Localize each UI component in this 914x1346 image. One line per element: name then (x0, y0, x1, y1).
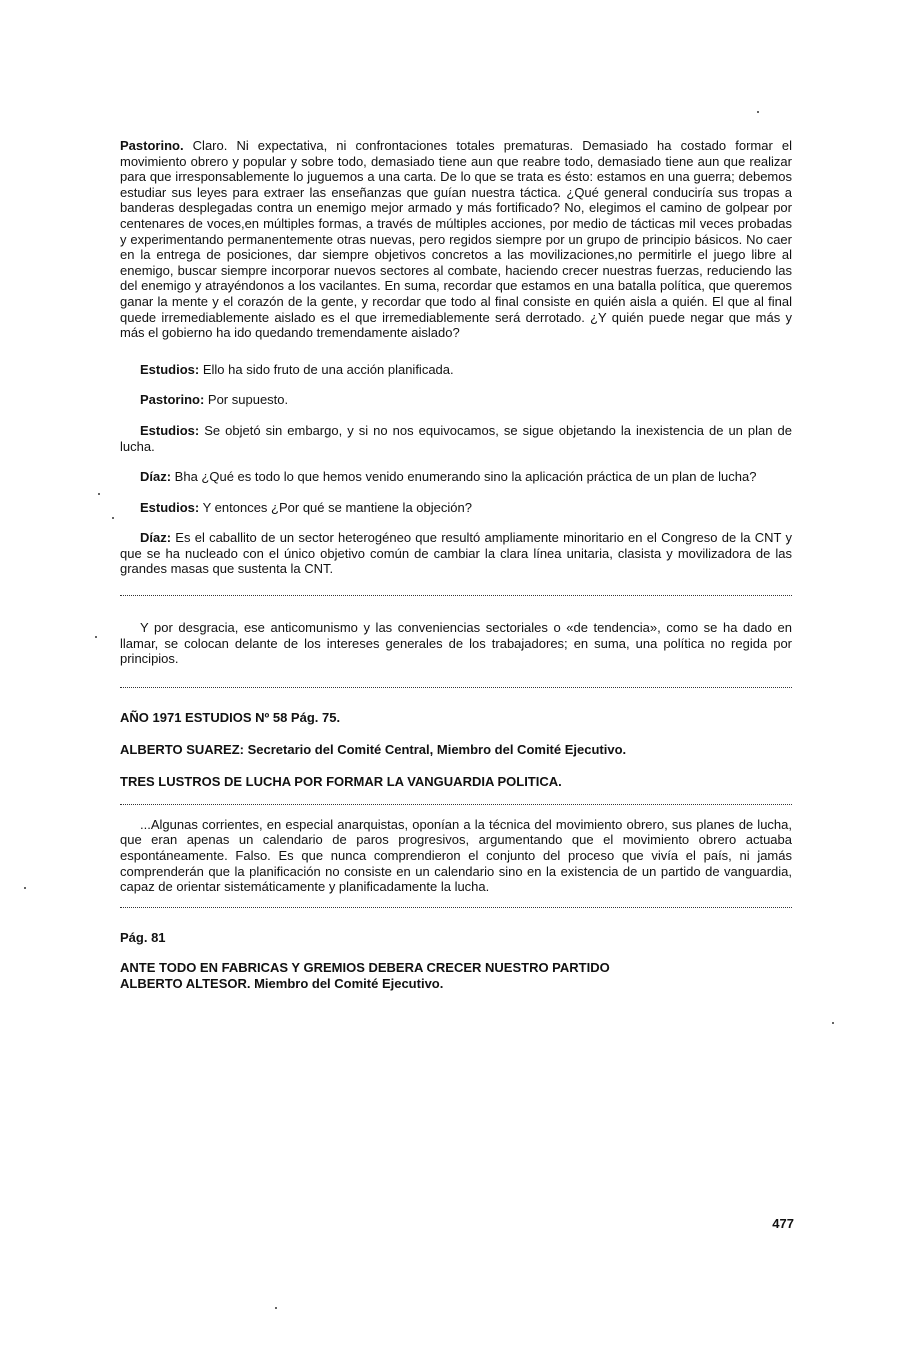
speaker-label: Pastorino: (140, 392, 205, 408)
section-title: TRES LUSTROS DE LUCHA POR FORMAR LA VANGUARDIA POLITICA. (120, 773, 562, 789)
paragraph-text: Bha ¿Qué es todo lo que hemos venido enumerando sino la aplicación práctica de un plan de lucha? (171, 469, 757, 485)
source-line: AÑO 1971 ESTUDIOS Nº 58 Pág. 75. (120, 709, 341, 725)
paragraph-estudios-1 (120, 362, 792, 378)
document-page (120, 138, 792, 992)
scan-speck (757, 111, 759, 113)
paragraph-diaz-1 (120, 469, 792, 485)
paragraph-estudios-2 (120, 423, 792, 454)
paragraph-text: Ello ha sido fruto de una acción planificada. (199, 361, 454, 377)
speaker-label: Díaz: (140, 469, 172, 485)
page-number: 477 (772, 1216, 794, 1231)
scan-speck (275, 1307, 277, 1309)
speaker-label: Estudios: (140, 422, 200, 438)
speaker-label: Díaz: (140, 530, 172, 546)
dotted-separator (120, 687, 792, 688)
source-line: Pág. 81 (120, 929, 166, 945)
paragraph-pastorino-1 (120, 138, 792, 341)
scan-speck (95, 636, 97, 638)
dotted-separator (120, 804, 792, 805)
section-title: ANTE TODO EN FABRICAS Y GREMIOS DEBERA CRECER NUESTRO PARTIDO (120, 959, 610, 975)
paragraph-text: Se objetó sin embargo, y si no nos equivocamos, se sigue objetando la inexistencia de un plan de lucha. (120, 422, 792, 454)
speaker-label: Estudios: (140, 499, 200, 515)
speaker-label: Estudios: (140, 361, 200, 377)
dotted-separator (120, 595, 792, 596)
author-line: ALBERTO ALTESOR. Miembro del Comité Ejecutivo. (120, 975, 444, 991)
scan-speck (24, 887, 26, 889)
scan-speck (98, 493, 100, 495)
scan-speck (112, 517, 114, 519)
quote-paragraph: Y por desgracia, ese anticomunismo y las conveniencias sectoriales o «de tendencia», como se ha dado en llamar, se colocan delante de los intereses generales de los trabajadores; en suma, una política no regida por principios. (120, 620, 792, 667)
scan-speck (832, 1022, 834, 1024)
paragraph-pastorino-2 (120, 392, 792, 408)
paragraph-text: Y entonces ¿Por qué se mantiene la objeción? (199, 499, 472, 515)
dotted-separator (120, 907, 792, 908)
paragraph-estudios-3 (120, 500, 792, 516)
paragraph-text: Es el caballito de un sector heterogéneo que resultó ampliamente minoritario en el Congreso de la CNT y que se ha nucleado con el único objetivo común de cambiar la clara línea unitaria, clasista y movilizadora de las grandes masas que sustenta la CNT. (120, 530, 792, 577)
paragraph-diaz-2 (120, 530, 792, 577)
speaker-label: Pastorino. (120, 138, 184, 153)
paragraph-text: Por supuesto. (204, 392, 289, 408)
paragraph-text: Claro. Ni expectativa, ni confrontaciones totales prematuras. Demasiado ha costado formar el movimiento obrero y popular y sobre todo, demasiado tiene aun que reabre todo, demasiado tiene aun que realizar para que irresponsablemente lo juguemos a una carta. De lo que se trata es ésto: estamos en una guerra; debemos estudiar sus leyes para extraer las enseñanzas que guían nuestra táctica. ¿Qué general conduciría sus tropas a banderas desplegadas contra un enemigo mejor armado y más fortificado? No, elegimos el camino de golpear por centenares de voces,en múltiples formas, a través de múltiples acciones, por medio de tácticas mil veces probadas y experimentando permanentemente otras nuevas, pero regidos siempre por un grupo de principio básicos. No caer en la entrega de posiciones, dar siempre objetivos concretos a las movilizaciones,no permitirle el juego libre al enemigo, buscar siempre incorporar nuevos sectores al combate, haciendo crecer nuestras fuerzas, reduciendo las del enemigo y atrayéndonos a los vacilantes. En suma, recordar que estamos en una batalla política, que queremos ganar la mente y el corazón de la gente, y recordar que todo al final consiste en quién aisla a quién. El que al final quede irremediablemente aislado es el que irremediablemente será derrotado. ¿Y quién puede negar que más y más el gobierno ha ido quedando tremendamente aislado? (120, 138, 792, 341)
quote-paragraph: ...Algunas corrientes, en especial anarquistas, oponían a la técnica del movimiento obrero, sus planes de lucha, que eran apenas un calendario de paros progresivos, argumentando que el movimiento obrero actuaba espontáneamente. Falso. Es que nunca comprendieron el conjunto del proceso que vivía el país, ni jamás comprenderán que la planificación no consiste en un calendario sino en la existencia de un partido de vanguardia, capaz de orientar sistemáticamente y planificadamente la lucha. (120, 816, 792, 895)
author-line: ALBERTO SUAREZ: Secretario del Comité Central, Miembro del Comité Ejecutivo. (120, 741, 627, 757)
